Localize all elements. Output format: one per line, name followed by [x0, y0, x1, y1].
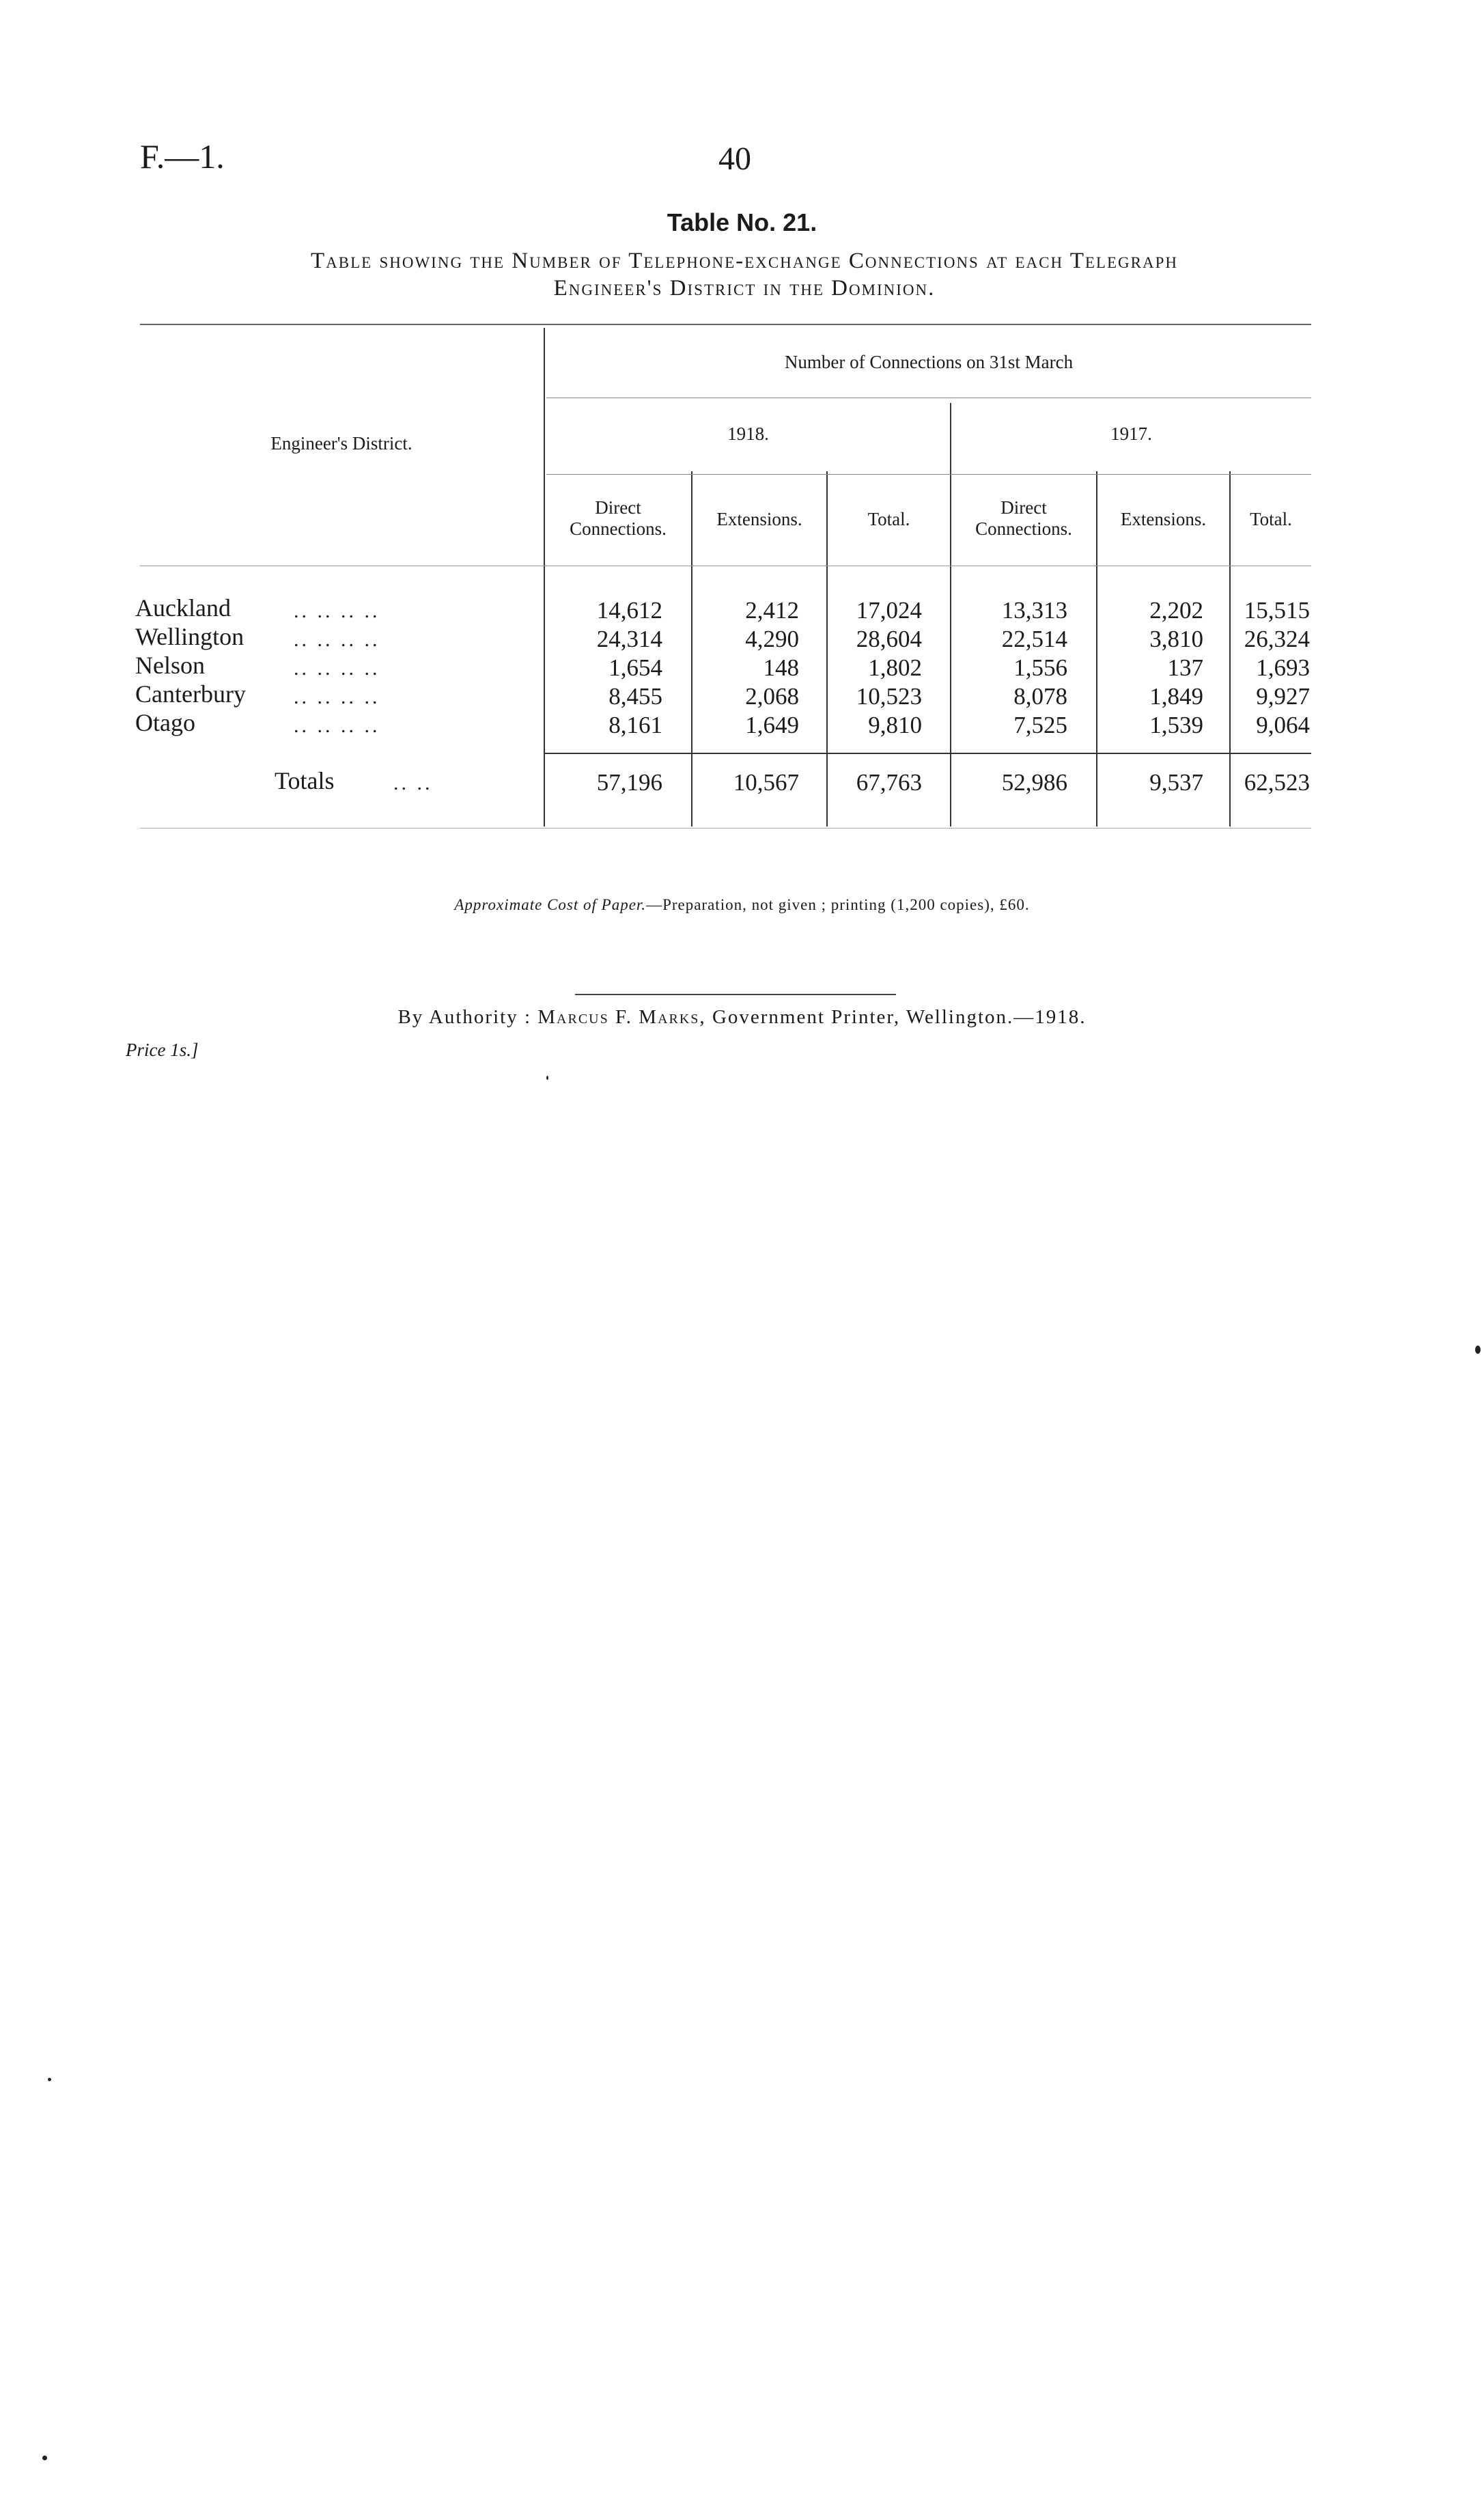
table-title [164, 247, 1325, 303]
printer-imprint [0, 1006, 1484, 1029]
totals-label: Totals [275, 767, 335, 794]
imprint-prefix: By Authority : [397, 1006, 532, 1028]
table-bottom-rule [140, 828, 1311, 829]
cost-note [0, 896, 1484, 914]
page-number: 40 [718, 141, 751, 177]
extensions-1917: 3,810 [1149, 626, 1203, 652]
cost-note-label: Approximate Cost of Paper. [454, 896, 647, 913]
group-column-header: Number of Connections on 31st March [784, 352, 1074, 372]
table-title-line-2: Engineer's District in the Dominion. [553, 276, 936, 301]
direct-1917: 1,556 [1013, 654, 1067, 681]
extensions-1918: 148 [763, 654, 799, 681]
document-reference: F.—1. [140, 137, 225, 176]
extensions-1918-total: 10,567 [733, 769, 799, 796]
total-1918: 9,810 [868, 712, 922, 738]
direct-1918: 1,654 [608, 654, 662, 681]
district-column-header: Engineer's District. [270, 433, 412, 454]
direct-1918-total: 57,196 [596, 769, 662, 796]
total-1918-header: Total. [867, 509, 910, 529]
district-name: Otago [135, 709, 195, 736]
direct-1918: 24,314 [596, 626, 662, 652]
direct-1917: 13,313 [1001, 597, 1067, 624]
direct-1917-total: 52,986 [1001, 769, 1067, 796]
direct-1918: 14,612 [596, 597, 662, 624]
year-1918-header: 1918. [727, 423, 769, 444]
total-1917: 9,064 [1256, 712, 1310, 738]
imprint-rule [575, 994, 896, 995]
total-1917-header: Total. [1250, 509, 1292, 529]
price: Price 1s.] [126, 1040, 199, 1060]
extensions-1918: 1,649 [745, 712, 799, 738]
direct-1917: 8,078 [1013, 683, 1067, 710]
table-number: Table No. 21. [667, 208, 817, 236]
direct-1917: 22,514 [1001, 626, 1067, 652]
total-1917: 1,693 [1256, 654, 1310, 681]
extensions-1918: 2,068 [745, 683, 799, 710]
totals-rule [544, 753, 1311, 754]
total-1918: 17,024 [856, 597, 922, 624]
column-rule [544, 328, 545, 826]
total-1917-total: 62,523 [1244, 769, 1310, 796]
extensions-1918: 2,412 [745, 597, 799, 624]
district-name: Wellington [135, 623, 244, 650]
cost-note-text: —Preparation, not given ; printing (1,200 copies), £60. [646, 896, 1030, 913]
extensions-1917-header: Extensions. [1120, 509, 1207, 529]
total-1918: 1,802 [868, 654, 922, 681]
leader-dots: .. .. .. .. [294, 657, 380, 680]
extensions-1917: 137 [1167, 654, 1203, 681]
extensions-1918: 4,290 [745, 626, 799, 652]
total-1918-total: 67,763 [856, 769, 922, 796]
total-1917: 26,324 [1244, 626, 1310, 652]
header-rule [546, 474, 1311, 475]
total-1917: 15,515 [1244, 597, 1310, 624]
total-1917: 9,927 [1256, 683, 1310, 710]
direct-connections-1918-header: Direct Connections. [570, 497, 667, 540]
leader-dots: .. .. .. .. [294, 628, 380, 651]
total-1918: 28,604 [856, 626, 922, 652]
scan-speck [48, 2078, 51, 2081]
direct-1918: 8,161 [608, 712, 662, 738]
direct-connections-1917-header: Direct Connections. [975, 497, 1072, 540]
district-name: Auckland [135, 594, 231, 622]
extensions-1918-header: Extensions. [716, 509, 802, 529]
district-name: Canterbury [135, 680, 246, 708]
total-1918: 10,523 [856, 683, 922, 710]
leader-dots: .. .. .. .. [294, 600, 380, 622]
district-name: Nelson [135, 652, 205, 679]
extensions-1917: 2,202 [1149, 597, 1203, 624]
year-1917-header: 1917. [1110, 423, 1152, 444]
imprint-rest: Government Printer, Wellington.—1918. [712, 1006, 1087, 1028]
table-title-line-1: Table showing the Number of Telephone-exchange Connections at each Telegraph [311, 249, 1178, 273]
extensions-1917: 1,849 [1149, 683, 1203, 710]
leader-dots: .. .. [393, 772, 433, 794]
direct-1918: 8,455 [608, 683, 662, 710]
leader-dots: .. .. .. .. [294, 714, 380, 737]
extensions-1917: 1,539 [1149, 712, 1203, 738]
scan-speck [42, 2456, 47, 2460]
direct-1917: 7,525 [1013, 712, 1067, 738]
imprint-printer: Marcus F. Marks, [537, 1006, 706, 1028]
leader-dots: .. .. .. .. [294, 686, 380, 708]
scan-speck [1475, 1346, 1481, 1354]
scan-speck [546, 1076, 548, 1080]
extensions-1917-total: 9,537 [1149, 769, 1203, 796]
table-top-rule [140, 324, 1311, 325]
